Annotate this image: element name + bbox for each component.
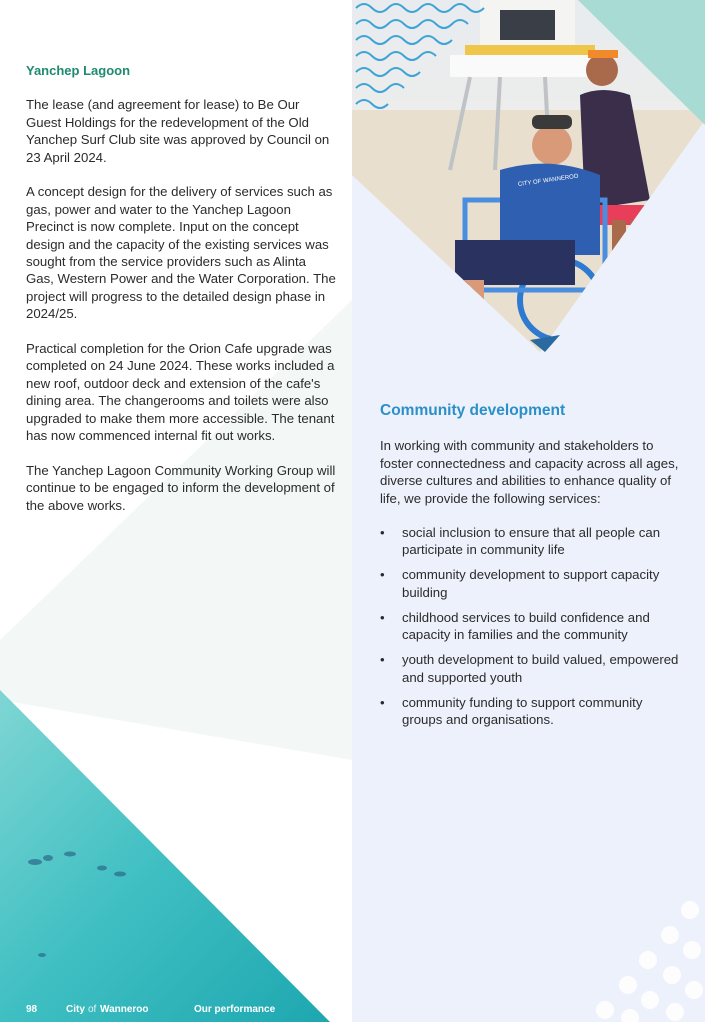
section-heading-yanchep-lagoon: Yanchep Lagoon xyxy=(26,63,131,78)
footer-org-city: City xyxy=(66,1004,85,1015)
bullet-icon: • xyxy=(380,525,385,541)
list-item: • community development to support capacity building xyxy=(380,567,660,600)
shirt-text: CITY OF WANNEROO xyxy=(517,173,579,189)
bullet-icon: • xyxy=(380,609,385,625)
footer-org-of: of xyxy=(88,1004,97,1015)
paragraph: The lease (and agreement for lease) to Be Our Guest Holdings for the redevelopment of the Old Yanchep Surf Club site was approved by Council on 23 April 2024. xyxy=(26,97,330,165)
bullet-icon: • xyxy=(380,694,385,710)
page-number: 98 xyxy=(26,1004,38,1015)
footer-section-name: Our performance xyxy=(194,1004,276,1015)
list-item: • social inclusion to ensure that all people can participate in community life xyxy=(380,525,661,558)
community-development-section xyxy=(380,402,685,736)
bullet-icon: • xyxy=(380,652,385,668)
paragraph: A concept design for the delivery of services such as gas, power and water to the Yanchep Lagoon Precinct is now complete. Input on the concept design and the capacity of the existing services was sought from the service providers such as Alinta Gas, Western Power and the Water Corporation. The project will progress to the detailed design phase in 2024/25. xyxy=(26,184,336,322)
list-item: • community funding to support community groups and organisations. xyxy=(380,694,643,728)
list-item: • childhood services to build confidence and capacity in families and the community xyxy=(380,609,650,643)
intro-paragraph: In working with community and stakeholders to foster connectedness and capacity across all ages, diverse cultures and abilities to enhance quality of life, we provide the following services: xyxy=(380,438,679,506)
bullet-icon: • xyxy=(380,567,385,583)
services-list xyxy=(380,524,685,728)
footer-org-name: Wanneroo xyxy=(100,1004,149,1015)
paragraph: The Yanchep Lagoon Community Working Group will continue to be engaged to inform the development of the above works. xyxy=(26,462,336,513)
section-heading-community-development: Community development xyxy=(380,402,566,419)
paragraph: Practical completion for the Orion Cafe upgrade was completed on 24 June 2024. These works included a new roof, outdoor deck and extension of the cafe's dining area. The changerooms and toilets were also upgraded to make them more accessible. The tenant has now commenced internal fit out works. xyxy=(26,341,335,444)
yanchep-lagoon-section xyxy=(26,62,336,532)
list-item: • youth development to build valued, empowered and supported youth xyxy=(380,652,679,685)
